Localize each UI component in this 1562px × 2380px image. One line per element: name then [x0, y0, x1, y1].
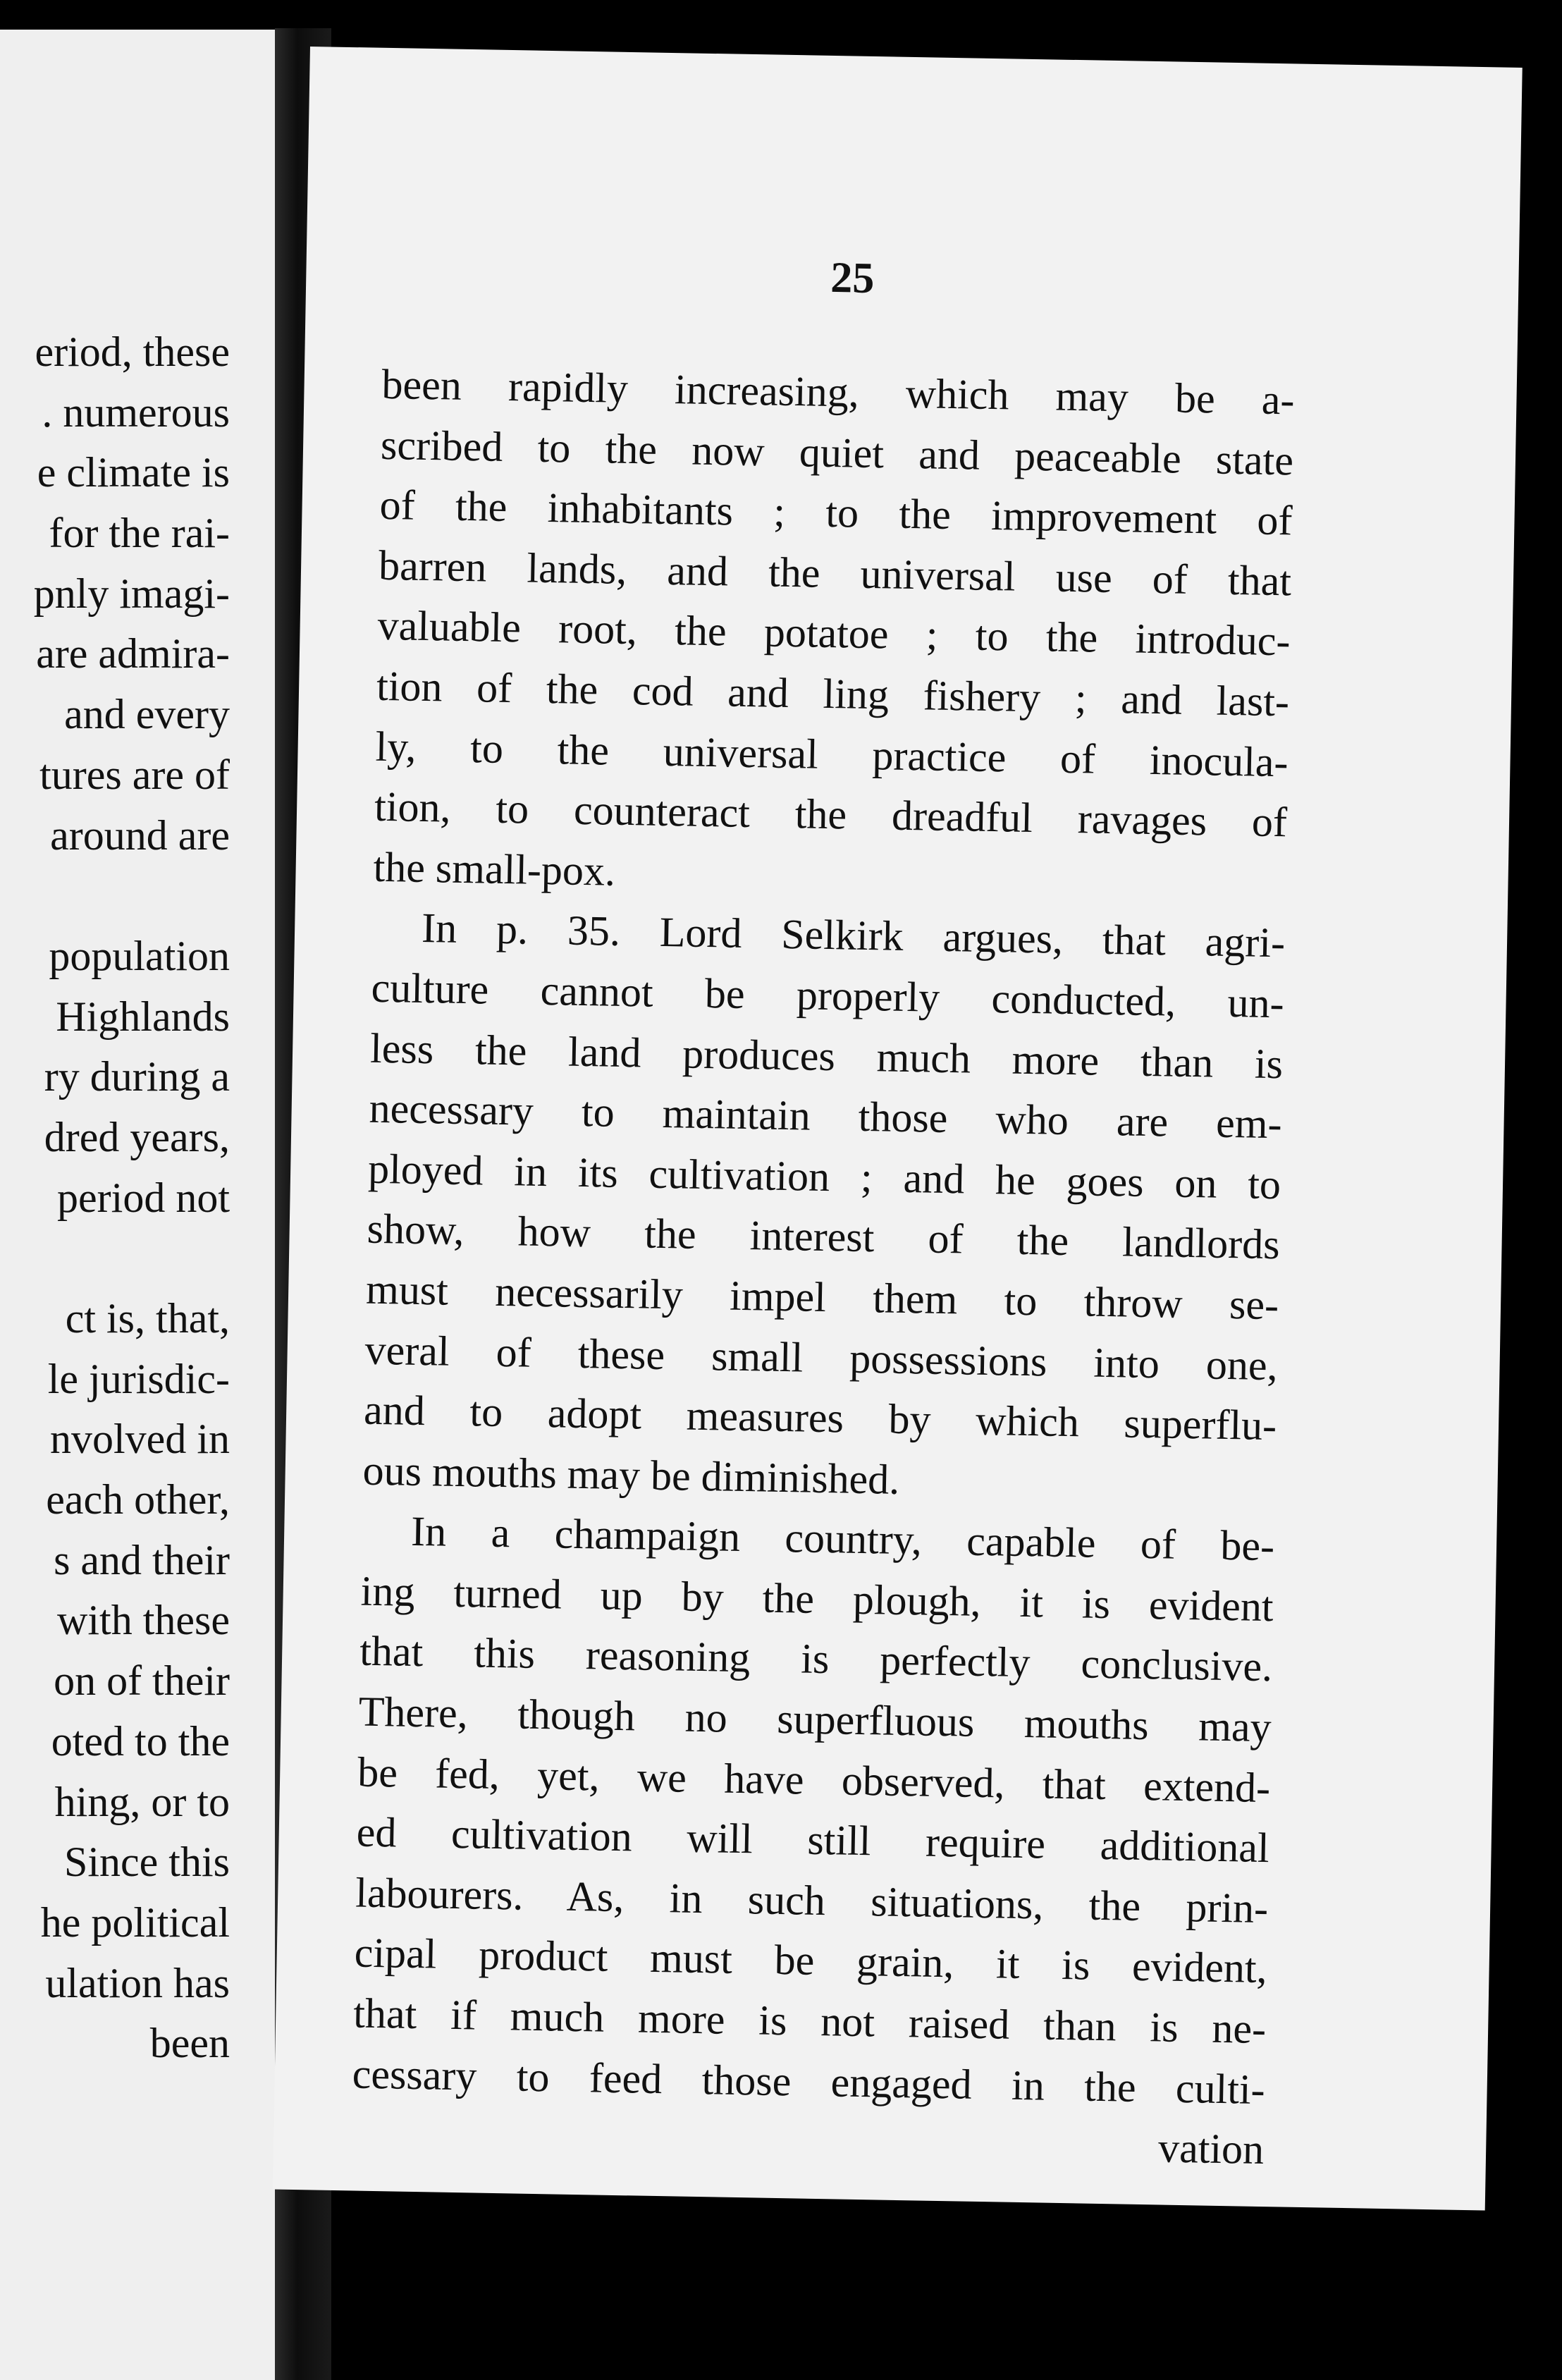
previous-page-line: for the rai-: [49, 510, 230, 557]
previous-page-line: on of their: [54, 1657, 230, 1705]
text-line: ployed in its cultivation ; and he goes on to: [367, 1145, 1281, 1208]
catchword: vation: [1157, 2124, 1265, 2173]
previous-page-line: he political: [40, 1899, 230, 1946]
text-line: ous mouths may be diminished.: [362, 1447, 900, 1503]
text-line: culture cannot be properly conducted, un-: [371, 964, 1285, 1027]
previous-page-line: Highlands: [56, 993, 230, 1040]
previous-page-line: Since this: [64, 1839, 230, 1886]
previous-page-line: and every: [64, 691, 230, 738]
previous-page-line: tures are of: [39, 751, 230, 798]
text-line: less the land produces much more than is: [369, 1024, 1284, 1087]
previous-page-line: e climate is: [37, 449, 230, 496]
text-line: labourers. As, in such situations, the prin-: [355, 1869, 1269, 1932]
previous-page-line: eriod, these: [35, 329, 230, 375]
previous-page-text: [0, 322, 230, 2074]
previous-page-line: dred years,: [44, 1113, 230, 1160]
previous-page-line: le jurisdic-: [47, 1355, 230, 1402]
text-line: tion of the cod and ling fishery ; and last-: [376, 662, 1290, 725]
previous-page-line: with these: [57, 1597, 230, 1644]
text-line: cipal product must be grain, it is evident,: [354, 1929, 1268, 1992]
text-line: ing turned up by the plough, it is evident: [360, 1567, 1274, 1631]
previous-page-fragment: [0, 30, 297, 2380]
paragraph-1: [373, 355, 1295, 914]
text-line: cessary to feed those engaged in the culti-: [352, 2050, 1266, 2113]
book-page: [273, 47, 1523, 2211]
paragraph-3: [351, 1501, 1275, 2180]
text-line: In p. 35. Lord Selkirk argues, that agri-: [421, 904, 1286, 967]
text-line: the small-pox.: [373, 843, 616, 895]
previous-page-line: period not: [57, 1174, 230, 1221]
previous-page-line: [0, 866, 230, 926]
previous-page-line: ry during a: [44, 1053, 230, 1100]
previous-page-line: ct is, that,: [65, 1295, 230, 1342]
page-body: [351, 355, 1296, 2180]
previous-page-line: s and their: [54, 1536, 230, 1583]
text-line: tion, to counteract the dreadful ravages of: [374, 783, 1288, 846]
previous-page-line: [0, 1228, 230, 1289]
previous-page-line: ulation has: [45, 1959, 230, 2006]
text-line: ly, to the universal practice of inocula-: [375, 723, 1289, 785]
previous-page-line: . numerous: [42, 388, 230, 436]
previous-page-line: each other,: [46, 1476, 230, 1523]
previous-page-line: around are: [50, 811, 230, 859]
previous-page-line: nvolved in: [50, 1416, 230, 1463]
text-line: of the inhabitants ; to the improvement of: [379, 481, 1293, 544]
text-line: veral of these small possessions into one,: [364, 1326, 1279, 1389]
text-line: that if much more is not raised than is ne-: [352, 1989, 1267, 2053]
previous-page-line: been: [149, 2020, 230, 2067]
text-line: been rapidly increasing, which may be a-: [381, 360, 1296, 424]
text-line: show, how the interest of the landlords: [367, 1205, 1281, 1268]
text-line: barren lands, and the universal use of that: [378, 541, 1292, 605]
previous-page-line: oted to the: [51, 1717, 230, 1765]
text-line: necessary to maintain those who are em-: [369, 1084, 1283, 1148]
text-line: valuable root, the potatoe ; to the introduc-: [377, 602, 1291, 665]
text-line: ed cultivation will still require additional: [356, 1808, 1270, 1872]
text-line: and to adopt measures by which superflu-: [363, 1386, 1277, 1449]
text-line: must necessarily impel them to throw se-: [365, 1265, 1279, 1329]
previous-page-line: are admira-: [36, 630, 230, 677]
text-line: be fed, yet, we have observed, that extend-: [357, 1748, 1271, 1811]
page-number: 25: [830, 253, 875, 303]
text-line: that this reasoning is perfectly conclusive.: [359, 1628, 1273, 1691]
previous-page-line: pnly imagi-: [33, 570, 230, 617]
text-line: There, though no superfluous mouths may: [358, 1688, 1272, 1751]
text-line: scribed to the now quiet and peaceable state: [380, 421, 1294, 484]
paragraph-2: [362, 897, 1286, 1516]
previous-page-line: hing, or to: [54, 1778, 230, 1825]
text-line: In a champaign country, capable of be-: [410, 1508, 1275, 1570]
previous-page-line: population: [49, 932, 230, 979]
